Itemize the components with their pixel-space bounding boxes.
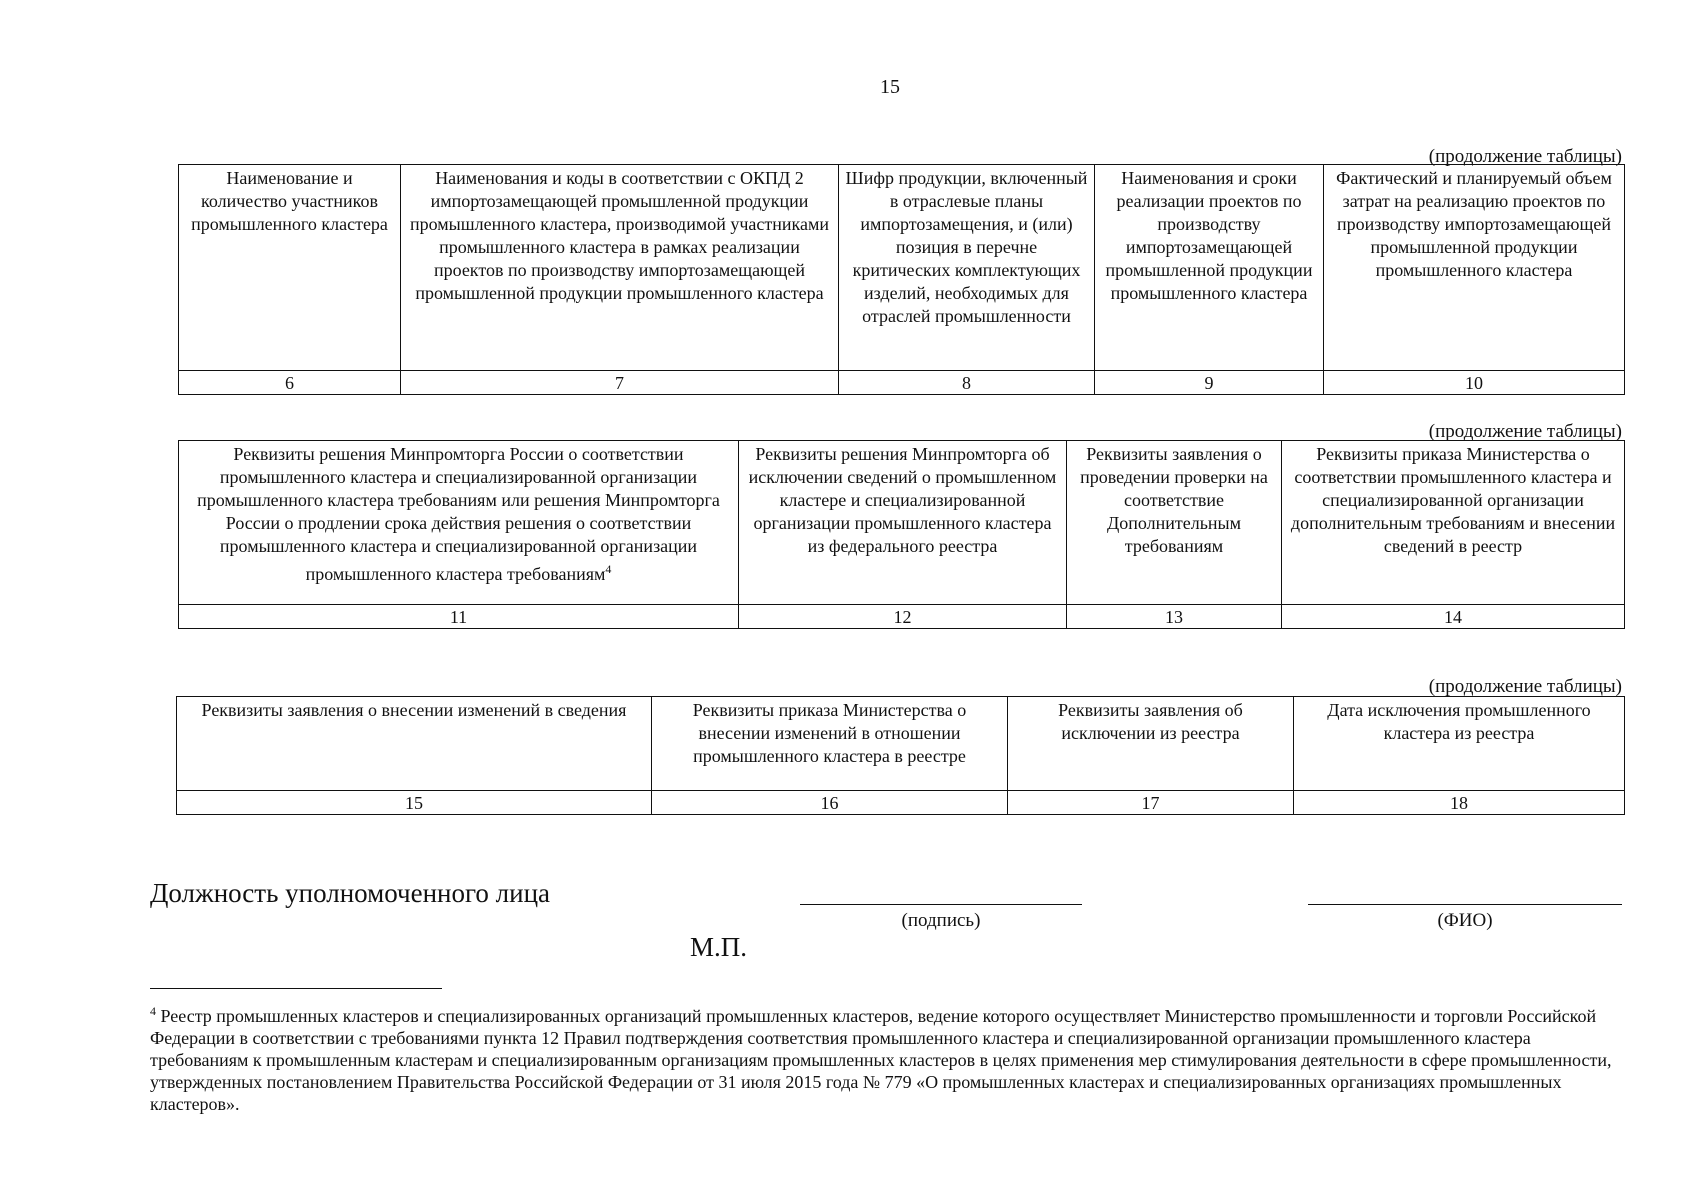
table-3-header-row [177,697,1625,791]
footnote-separator [150,988,442,989]
name-line [1308,904,1622,905]
table-2-header-cell: Реквизиты решения Минпромторга об исключении сведений о промышленном кластере и специализированной организации промышленного кластера из федерального реестра [739,441,1067,605]
table-3-header-cell: Реквизиты заявления о внесении изменений в сведения [177,697,652,791]
table-2-number-row [179,605,1625,629]
footnote [150,1000,1630,1115]
table-2-header-cell: Реквизиты приказа Министерства о соответствии промышленного кластера и специализированной организации дополнительным требованиям и внесении сведений в реестр [1282,441,1625,605]
column-number: 18 [1294,791,1625,815]
column-number: 8 [839,371,1095,395]
column-number: 9 [1095,371,1324,395]
table-1-header-cell: Наименование и количество участников промышленного кластера [179,165,401,371]
table-1-header-cell: Фактический и планируемый объем затрат на реализацию проектов по производству импортозамещающей промышленной продукции промышленного кластера [1324,165,1625,371]
column-number: 7 [401,371,839,395]
stamp-placeholder: М.П. [690,932,748,962]
table-3-header-cell: Реквизиты приказа Министерства о внесении изменений в отношении промышленного кластера в реестре [652,697,1008,791]
signature-line [800,904,1082,905]
table-2-header-cell: Реквизиты заявления о проведении проверки на соответствие Дополнительным требованиям [1067,441,1282,605]
table-2-header-row [179,441,1625,605]
table-2-header-text: Реквизиты решения Минпромторга России о соответствии промышленного кластера и специализированной организации промышленного кластера требованиям или решения Минпромторга России о продлении срока действия решения о соответствии промышленного кластера и специализированной организации промышленного кластера требованиям [197,444,720,584]
column-number: 15 [177,791,652,815]
column-number: 11 [179,605,739,629]
column-number: 12 [739,605,1067,629]
table-1-header-cell: Наименования и коды в соответствии с ОКПД 2 импортозамещающей промышленной продукции промышленного кластера, производимой участниками промышленного кластера в рамках реализации проектов по производству импортозамещающей промышленной продукции промышленного кластера [401,165,839,371]
column-number: 17 [1008,791,1294,815]
continuation-label-2: (продолжение таблицы) [1428,421,1622,442]
table-1 [178,164,1625,395]
table-1-header-cell: Шифр продукции, включенный в отраслевые планы импортозамещения, и (или) позиция в перечне критических комплектующих изделий, необходимых для отраслей промышленности [839,165,1095,371]
continuation-label-3: (продолжение таблицы) [1428,676,1622,697]
name-caption: (ФИО) [1437,910,1493,931]
column-number: 6 [179,371,401,395]
table-1-header-row [179,165,1625,371]
table-3-header-cell: Реквизиты заявления об исключении из реестра [1008,697,1294,791]
table-1-header-cell: Наименования и сроки реализации проектов по производству импортозамещающей промышленной продукции промышленного кластера [1095,165,1324,371]
footnote-marker: 4 [150,1004,156,1018]
footnote-text: Реестр промышленных кластеров и специализированных организаций промышленных кластеров, ведение которого осуществляет Министерство промышленности и торговли Российской Федерации в соответствии с требованиями пункта 12 Правил подтверждения соответствия промышленного кластера и специализированной организации промышленного кластера требованиям к промышленным кластерам и специализированным организациям промышленных кластеров в целях применения мер стимулирования деятельности в сфере промышленности, утвержденных постановлением Правительства Российской Федерации от 31 июля 2015 года № 779 «О промышленных кластерах и специализированных организациях промышленных кластеров». [150,1006,1612,1114]
table-1-number-row [179,371,1625,395]
signature-caption: (подпись) [901,910,981,931]
table-3 [176,696,1625,815]
footnote-reference: 4 [605,562,612,576]
column-number: 16 [652,791,1008,815]
table-3-number-row [177,791,1625,815]
column-number: 10 [1324,371,1625,395]
page-number: 15 [880,76,900,98]
table-2 [178,440,1625,629]
column-number: 14 [1282,605,1625,629]
authorized-person-position: Должность уполномоченного лица [150,878,551,908]
table-2-header-cell [179,441,739,605]
continuation-label-1: (продолжение таблицы) [1428,146,1622,167]
table-3-header-cell: Дата исключения промышленного кластера из реестра [1294,697,1625,791]
column-number: 13 [1067,605,1282,629]
